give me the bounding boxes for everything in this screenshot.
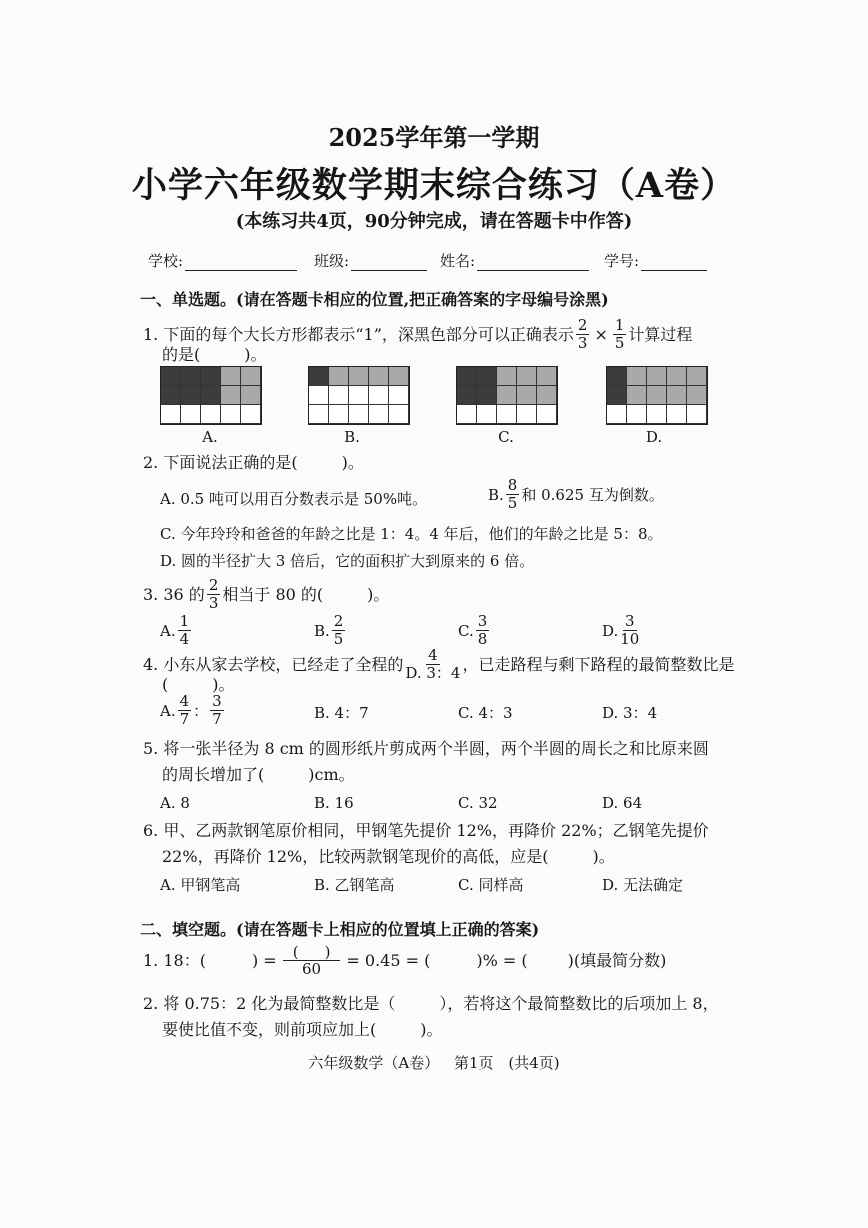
grid-option-d <box>606 366 708 425</box>
page-footer: 六年级数学（A卷） 第1页 (共4页) <box>308 1054 560 1072</box>
q2-option-a: A. 0.5 吨可以用百分数表示是 50%吨。 <box>160 490 428 508</box>
grid-option-a <box>160 366 262 425</box>
q3-option-b: B. $\frac{2}{5}$ <box>314 612 344 648</box>
fraction: $\frac{3}{7}$ <box>212 692 222 728</box>
page-title: 小学六年级数学期末综合练习（A卷） <box>131 165 737 206</box>
grid-label-c: C. <box>498 428 514 446</box>
fraction: $\frac{3}{8}$ <box>477 612 488 648</box>
q4-option-b: B. 4：7 <box>314 704 369 722</box>
q3-option-d: D. $\frac{3}{10}$ <box>602 612 640 648</box>
section-1-heading: 一、单选题。(请在答题卡相应的位置,把正确答案的字母编号涂黑) <box>140 290 609 309</box>
q3-option-a: A. $\frac{1}{4}$ <box>160 612 190 648</box>
fraction: $\frac{1}{4}$ <box>179 612 190 648</box>
q6-option-c: C. 同样高 <box>458 876 524 894</box>
name-blank <box>477 256 589 271</box>
q3-option-c: C. $\frac{3}{8}$ <box>458 612 488 648</box>
fraction: $\frac{3}{10}$ <box>620 612 640 648</box>
grid-label-b: B. <box>344 428 360 446</box>
q6-text: 6. 甲、乙两款钢笔原价相同，甲钢笔先提价 12%，再降价 22%；乙钢笔先提价 <box>143 821 709 840</box>
fraction: $\frac{8}{5}$ <box>507 476 518 512</box>
q4-option-a: A. $\frac{4}{7}$ ： $\frac{3}{7}$ <box>160 692 222 728</box>
q5-option-b: B. 16 <box>314 794 354 812</box>
q4-text-2: ( )。 <box>162 675 235 694</box>
school-field: 学校: <box>148 250 297 271</box>
q1-text-2: 的是( )。 <box>162 345 267 364</box>
grid-label-d: D. <box>645 428 663 446</box>
q2-option-d: D. 圆的半径扩大 3 倍后，它的面积扩大到原来的 6 倍。 <box>160 552 535 570</box>
q4-option-d: D. 3：4 <box>602 704 658 722</box>
q5-option-c: C. 32 <box>458 794 498 812</box>
q1-text: 1. 下面的每个大长方形都表示“1”，深黑色部分可以正确表示 $\frac{2}{3}$ × $\frac{1}{5}$ 计算过程 <box>143 316 693 352</box>
fraction: $\frac{2}{5}$ <box>333 612 344 648</box>
q6-option-d: D. 无法确定 <box>602 876 684 894</box>
q3-text: 3. 36 的 $\frac{2}{3}$ 相当于 80 的( )。 <box>143 576 390 612</box>
fraction: $\frac{4}{7}$ <box>179 692 190 728</box>
fraction: $\frac{4}{D. 3:4}$ <box>405 646 461 682</box>
name-field: 姓名: <box>440 250 589 271</box>
q6-option-a: A. 甲钢笔高 <box>160 876 241 894</box>
school-blank <box>185 256 297 271</box>
q5-text: 5. 将一张半径为 8 cm 的圆形纸片剪成两个半圆，两个半圆的周长之和比原来圆 <box>143 739 709 758</box>
fraction: $\frac{2}{3}$ <box>208 576 219 612</box>
fraction: $\frac{( )}{60}$ <box>283 945 341 977</box>
number-blank <box>641 256 707 271</box>
q5-option-d: D. 64 <box>602 794 643 812</box>
grid-option-c <box>456 366 558 425</box>
fill-q2-text: 2. 将 0.75：2 化为最简整数比是（ ），若将这个最简整数比的后项加上 8， <box>143 994 719 1013</box>
subtitle: (本练习共4页，90分钟完成，请在答题卡中作答) <box>235 211 633 232</box>
number-field: 学号: <box>604 250 707 271</box>
grid-label-a: A. <box>202 428 218 446</box>
q5-option-a: A. 8 <box>160 794 190 812</box>
term-heading: 2025学年第一学期 <box>328 123 540 152</box>
section-2-heading: 二、填空题。(请在答题卡上相应的位置填上正确的答案) <box>140 920 540 939</box>
fill-q2-text-2: 要使比值不变，则前项应加上( )。 <box>162 1020 443 1039</box>
class-field: 班级: <box>314 250 427 271</box>
fill-q1-text: 1. 18：( ) = $\frac{( )}{60}$ = 0.45 = ( )% = ( )(填最简分数) <box>143 943 667 978</box>
q4-text: 4. 小东从家去学校，已经走了全程的 $\frac{4}{D. 3:4}$ ，已走路程与剩下路程的最简整数比是 <box>143 646 735 682</box>
q2-option-c: C. 今年玲玲和爸爸的年龄之比是 1：4。4 年后，他们的年龄之比是 5：8。 <box>160 525 663 543</box>
fraction: $\frac{2}{3}$ <box>577 316 588 352</box>
class-blank <box>351 256 427 271</box>
q2-option-b: B. $\frac{8}{5}$ 和 0.625 互为倒数。 <box>488 476 664 512</box>
grid-option-b <box>308 366 410 425</box>
q4-option-c: C. 4：3 <box>458 704 513 722</box>
fraction: $\frac{1}{5}$ <box>614 316 625 352</box>
q6-text-2: 22%，再降价 12%，比较两款钢笔现价的高低，应是( )。 <box>162 847 615 866</box>
q5-text-2: 的周长增加了( )cm。 <box>162 765 355 784</box>
q6-option-b: B. 乙钢笔高 <box>314 876 395 894</box>
q2-text: 2. 下面说法正确的是( )。 <box>143 453 364 472</box>
